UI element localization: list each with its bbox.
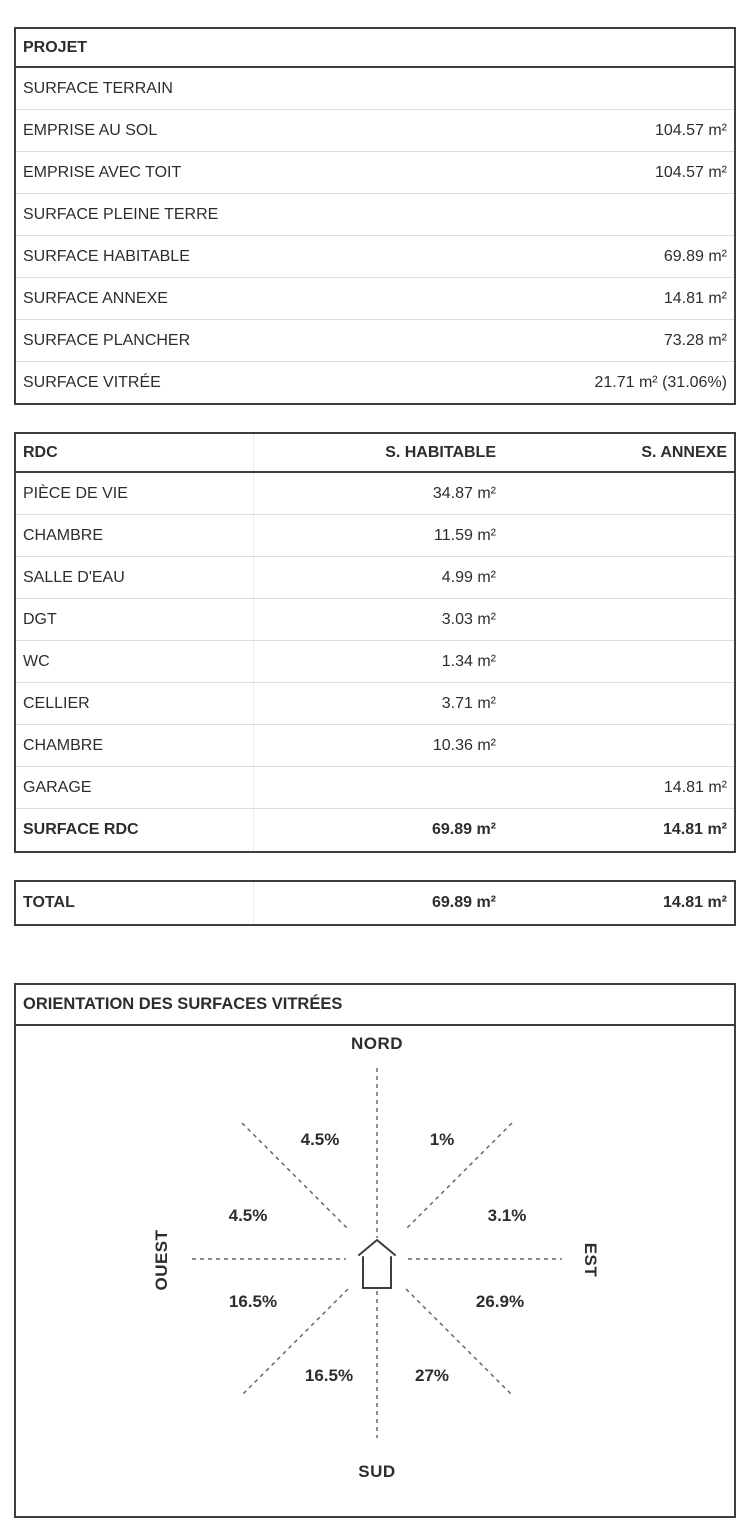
row-value: 69.89 m² (435, 236, 735, 278)
room-habitable-value: 11.59 m² (253, 515, 503, 557)
column-header-annexe: S. ANNEXE (503, 433, 735, 472)
column-header-habitable: S. HABITABLE (253, 433, 503, 472)
compass-rose (16, 1026, 734, 1516)
direction-label-south: SUD (358, 1462, 396, 1481)
table-row (15, 236, 735, 278)
row-label: SURFACE HABITABLE (15, 236, 435, 278)
row-label: SURFACE TERRAIN (15, 67, 435, 110)
column-header-rdc: RDC (15, 433, 253, 472)
room-label: CHAMBRE (15, 515, 253, 557)
subtotal-habitable-value: 69.89 m² (253, 809, 503, 853)
row-label: SURFACE PLEINE TERRE (15, 194, 435, 236)
table-row (15, 278, 735, 320)
table-row (15, 152, 735, 194)
total-label: TOTAL (23, 894, 75, 911)
sector-value-ene: 3.1% (487, 1206, 527, 1225)
row-label: EMPRISE AVEC TOIT (15, 152, 435, 194)
row-value (435, 194, 735, 236)
total-row (15, 881, 735, 925)
room-annexe-value (503, 599, 735, 641)
house-icon (359, 1240, 395, 1288)
rdc-header-row (15, 433, 735, 472)
room-label: SALLE D'EAU (15, 557, 253, 599)
room-habitable-value: 3.71 m² (253, 683, 503, 725)
room-annexe-value (503, 683, 735, 725)
room-annexe-value (503, 557, 735, 599)
table-row (15, 683, 735, 725)
table-row (15, 599, 735, 641)
row-value: 104.57 m² (435, 110, 735, 152)
table-row (15, 767, 735, 809)
room-habitable-value: 1.34 m² (253, 641, 503, 683)
row-value: 73.28 m² (435, 320, 735, 362)
projet-table-title: PROJET (15, 28, 735, 67)
orientation-panel (14, 983, 736, 1518)
sector-value-nnw: 4.5% (300, 1130, 340, 1149)
room-label: CELLIER (15, 683, 253, 725)
table-row (15, 641, 735, 683)
room-annexe-value (503, 472, 735, 515)
room-label: GARAGE (15, 767, 253, 809)
direction-label-east: EST (581, 1242, 600, 1278)
room-annexe-value (503, 641, 735, 683)
sector-value-sse: 27% (414, 1366, 450, 1385)
direction-label-north: NORD (350, 1034, 404, 1053)
room-habitable-value (253, 767, 503, 809)
total-annexe-value: 14.81 m² (662, 894, 727, 911)
room-label: PIÈCE DE VIE (15, 472, 253, 515)
row-value: 104.57 m² (435, 152, 735, 194)
room-habitable-value: 4.99 m² (253, 557, 503, 599)
room-habitable-value: 34.87 m² (253, 472, 503, 515)
row-label: SURFACE PLANCHER (15, 320, 435, 362)
room-annexe-value (503, 515, 735, 557)
row-value (435, 67, 735, 110)
sector-value-ese: 26.9% (475, 1292, 525, 1311)
sector-value-wsw: 16.5% (228, 1292, 278, 1311)
direction-label-west: OUEST (152, 1229, 171, 1291)
projet-header-row (15, 28, 735, 67)
table-row (15, 362, 735, 405)
table-row (15, 557, 735, 599)
table-row (15, 472, 735, 515)
row-value: 21.71 m² (31.06%) (594, 373, 727, 391)
row-value: 14.81 m² (435, 278, 735, 320)
room-label: WC (15, 641, 253, 683)
projet-table (14, 27, 736, 405)
subtotal-annexe-value: 14.81 m² (662, 821, 727, 838)
table-row (15, 320, 735, 362)
orientation-panel-title: ORIENTATION DES SURFACES VITRÉES (16, 985, 734, 1026)
row-label: EMPRISE AU SOL (15, 110, 435, 152)
table-row (15, 110, 735, 152)
total-habitable-value: 69.89 m² (253, 881, 503, 925)
table-row (15, 515, 735, 557)
row-label: SURFACE ANNEXE (15, 278, 435, 320)
compass-lines-svg (16, 1026, 734, 1516)
sector-value-ssw: 16.5% (304, 1366, 354, 1385)
sector-value-nne: 1% (429, 1130, 455, 1149)
room-habitable-value: 3.03 m² (253, 599, 503, 641)
table-row (15, 67, 735, 110)
room-annexe-value: 14.81 m² (503, 767, 735, 809)
room-habitable-value: 10.36 m² (253, 725, 503, 767)
subtotal-label: SURFACE RDC (23, 821, 139, 838)
room-annexe-value (503, 725, 735, 767)
rdc-subtotal-row (15, 809, 735, 853)
table-row (15, 194, 735, 236)
rdc-table (14, 432, 736, 853)
total-table (14, 880, 736, 926)
room-label: DGT (15, 599, 253, 641)
sector-value-wnw: 4.5% (228, 1206, 268, 1225)
row-label: SURFACE VITRÉE (23, 373, 161, 391)
table-row (15, 725, 735, 767)
room-label: CHAMBRE (15, 725, 253, 767)
